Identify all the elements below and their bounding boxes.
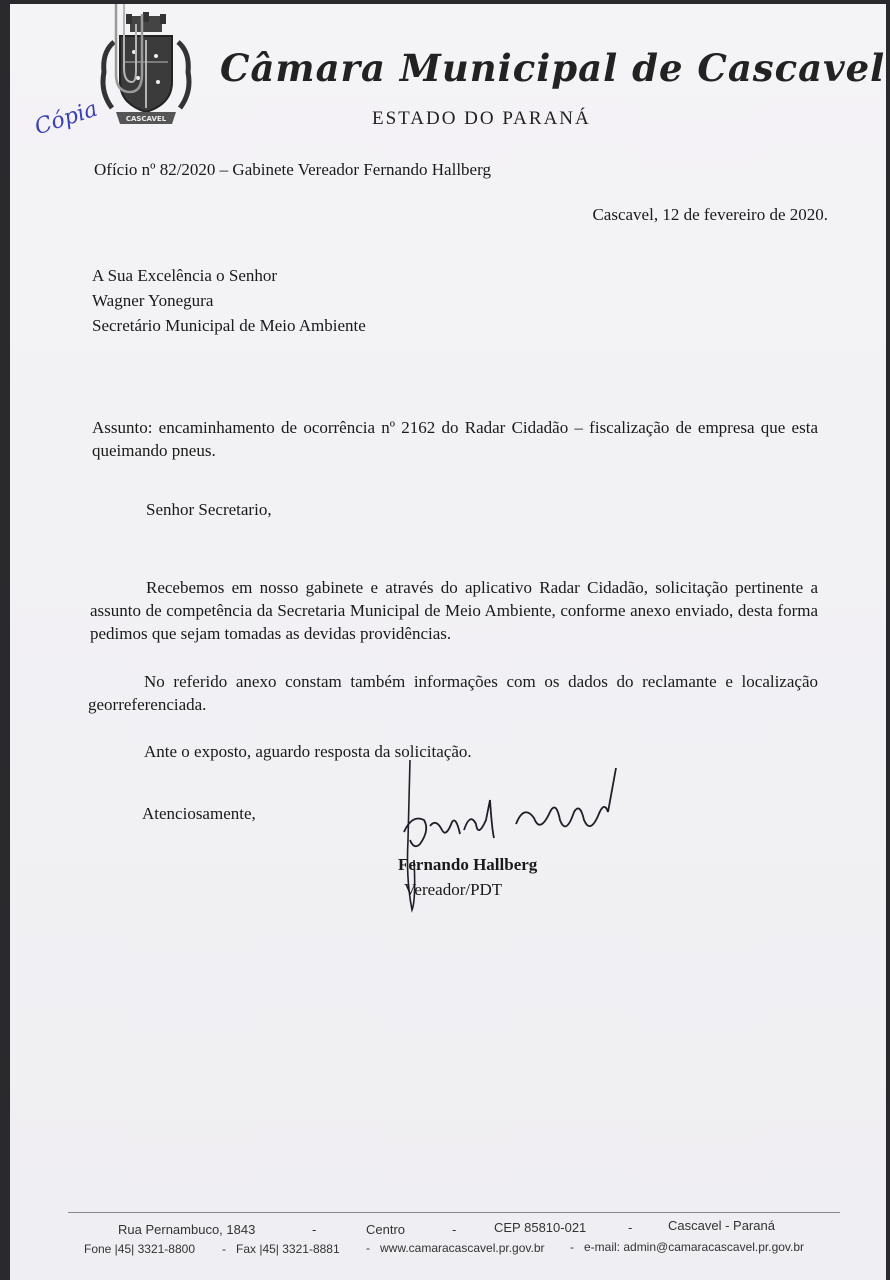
footer-separator: - (222, 1242, 226, 1256)
footer-separator: - (366, 1241, 370, 1255)
letterhead-title: Câmara Municipal de Cascavel (220, 46, 886, 90)
letter-reference: Ofício nº 82/2020 – Gabinete Vereador Fernando Hallberg (94, 160, 491, 179)
signer-name: Fernando Hallberg (398, 855, 538, 874)
footer-website-link[interactable]: www.camaracascavel.pr.gov.br (380, 1241, 545, 1255)
footer-separator: - (452, 1222, 457, 1237)
body-paragraph-2: No referido anexo constam também informações com os dados do reclamante e localização georreferenciada. (88, 672, 818, 714)
paper-clip-icon (108, 4, 148, 104)
recipient-role: Secretário Municipal de Meio Ambiente (92, 316, 366, 335)
letterhead-state: ESTADO DO PARANÁ (372, 108, 591, 129)
footer-separator: - (570, 1240, 574, 1254)
signer-title: Vereador/PDT (404, 880, 503, 899)
footer-divider (68, 1212, 840, 1213)
letter-greeting: Senhor Secretario, (146, 500, 272, 519)
footer-district: Centro (366, 1222, 406, 1237)
footer-city-state: Cascavel - Paraná (668, 1218, 775, 1233)
recipient-salutation: A Sua Excelência o Senhor (92, 266, 278, 285)
footer-phone: Fone |45| 3321-8800 (84, 1242, 195, 1256)
footer-separator: - (628, 1220, 633, 1235)
footer-cep: CEP 85810-021 (494, 1220, 587, 1235)
handwritten-copy-note: Cópia (31, 96, 101, 141)
letter-subject: Assunto: encaminhamento de ocorrência nº 2162 do Radar Cidadão – fiscalização de empresa que esta queimando pneus. (92, 418, 818, 460)
footer-address: Rua Pernambuco, 1843 (118, 1222, 256, 1237)
crest-ribbon-label: CASCAVEL (125, 115, 167, 123)
letter-page (10, 4, 886, 1280)
letter-closing: Atenciosamente, (142, 804, 256, 823)
footer-fax: Fax |45| 3321-8881 (236, 1242, 340, 1256)
recipient-name: Wagner Yonegura (92, 291, 214, 310)
body-paragraph-1: Recebemos em nosso gabinete e através do aplicativo Radar Cidadão, solicitação pertinente a assunto de competência da Secretaria Municipal de Meio Ambiente, conforme anexo enviado, desta forma pedimos que sejam tomadas as devidas providências. (90, 578, 818, 643)
footer-email-link[interactable]: e-mail: admin@camaracascavel.pr.gov.br (584, 1240, 805, 1254)
footer-separator: - (312, 1222, 317, 1237)
body-paragraph-3: Ante o exposto, aguardo resposta da solicitação. (144, 742, 472, 761)
place-date: Cascavel, 12 de fevereiro de 2020. (592, 205, 828, 224)
